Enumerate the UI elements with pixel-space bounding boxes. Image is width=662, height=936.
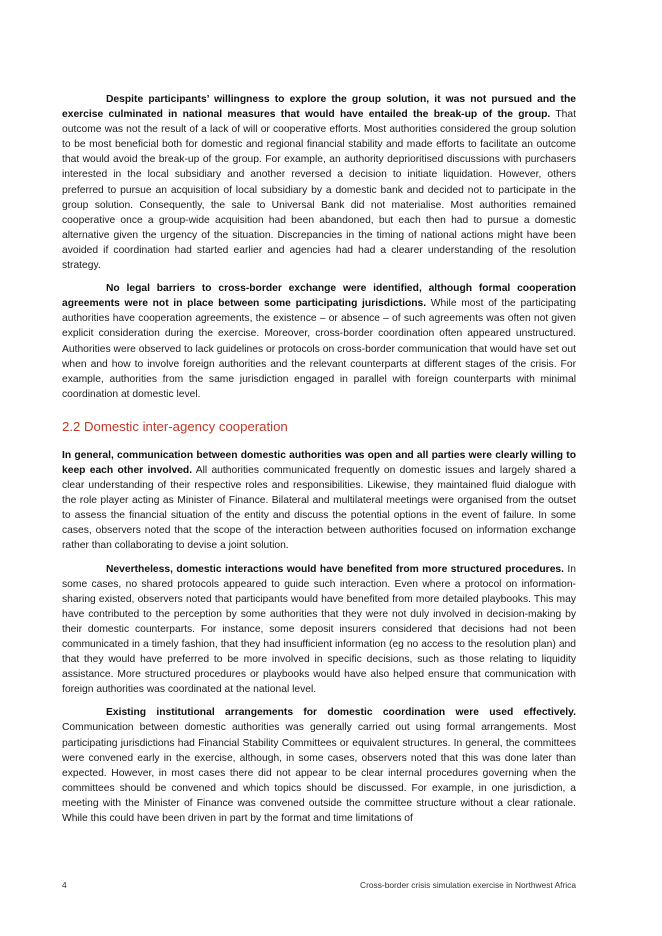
- paragraph-group-solution: [62, 92, 576, 273]
- paragraph-body: While most of the participating authorities have cooperation agreements, the existence – or absence – of such agreements was often not given explicit consideration during the exercise. Moreover, cross-border coordination often appeared unstructured. Authorities were observed to lack guidelines or protocols on cross-border communication that would have set out when and how to involve foreign authorities and the relevant counterparts at different stages of the crisis. For example, authorities from the same jurisdiction engaged in parallel with foreign counterparts with minimal coordination at domestic level.: [62, 298, 576, 400]
- paragraph-body: In some cases, no shared protocols appeared to guide such interaction. Even where a protocol on information-sharing existed, observers noted that participants would have benefited from more detailed playbooks. This may have contributed to the perception by some authorities that they were not duly involved in decision-making by their domestic counterparts. For instance, some deposit insurers considered that decisions had not been communicated in a timely fashion, that they had insufficient information (eg no access to the resolution plan) and that they would have preferred to be more involved in specific decisions, such as those relating to liquidity assistance. More structured procedures or playbooks would have also helped ensure that communication with foreign authorities was coordinated at the national level.: [62, 563, 576, 696]
- paragraph-lead: In general, communication between domestic authorities was open and all parties were clearly willing to keep each other involved.: [62, 449, 576, 476]
- paragraph-lead: Existing institutional arrangements for domestic coordination were used effectively.: [106, 707, 576, 719]
- section-heading: 2.2 Domestic inter-agency cooperation: [62, 418, 288, 434]
- paragraph-institutional-arrangements: [62, 705, 576, 826]
- page-footer: [62, 880, 576, 890]
- paragraph-lead: No legal barriers to cross-border exchange were identified, although formal cooperation agreements were not in place between some participating jurisdictions.: [62, 283, 576, 310]
- paragraph-communication: [62, 448, 576, 554]
- paragraph-body: Communication between domestic authorities was generally carried out using formal arrangements. Most participating jurisdictions had Financial Stability Committees or equivalent structures. In general, the committees were convened early in the exercise, although, in some cases, observers noted that this was done later than expected. However, in most cases there did not appear to be clear internal procedures governing when the committees should be convened and which topics should be discussed. For example, in one jurisdiction, a meeting with the Minister of Finance was convened outside the committee structure without a clear rationale. While this could have been driven in part by the format and time limitations of: [62, 722, 576, 825]
- paragraph-legal-barriers: [62, 281, 576, 402]
- paragraph-body: That outcome was not the result of a lack of will or cooperative efforts. Most authorities considered the group solution to be most beneficial both for domestic and regional financial stability and made efforts to facilitate an outcome that would avoid the break-up of the group. For example, an authority deprioritised discussions with purchasers interested in the local subsidiary and another reversed a decision to initiate liquidation. However, others preferred to pursue an acquisition of local subsidiary by a domestic bank and decided not to participate in the group solution. Consequently, the sale to Universal Bank did not materialise. Most authorities remained cooperative once a group-wide acquisition had been abandoned, but each then had to pursue a domestic alternative given the urgency of the situation. Discrepancies in the timing of national actions might have been avoided if coordination had started earlier and agencies had had a clearer understanding of the resolution strategy.: [62, 109, 576, 272]
- paragraph-lead: Despite participants’ willingness to explore the group solution, it was not pursued and the exercise culminated in national measures that would have entailed the break-up of the group.: [62, 94, 576, 121]
- paragraph-lead: Nevertheless, domestic interactions would have benefited from more structured procedures.: [106, 563, 565, 575]
- paragraph-body: All authorities communicated frequently on domestic issues and largely shared a clear understanding of their respective roles and responsibilities. Likewise, they maintained fluid dialogue with the role player acting as Minister of Finance. Bilateral and multilateral meetings were organised from the outset to assess the financial situation of the entity and discuss the potential options in the event of failure. In some cases, observers noted that the scope of the interaction between authorities focused on information exchange rather than collaborating to devise a joint solution.: [62, 464, 576, 552]
- running-title: Cross-border crisis simulation exercise in Northwest Africa: [360, 880, 576, 890]
- paragraph-structured-procedures: [62, 562, 576, 698]
- page-number: 4: [62, 880, 67, 890]
